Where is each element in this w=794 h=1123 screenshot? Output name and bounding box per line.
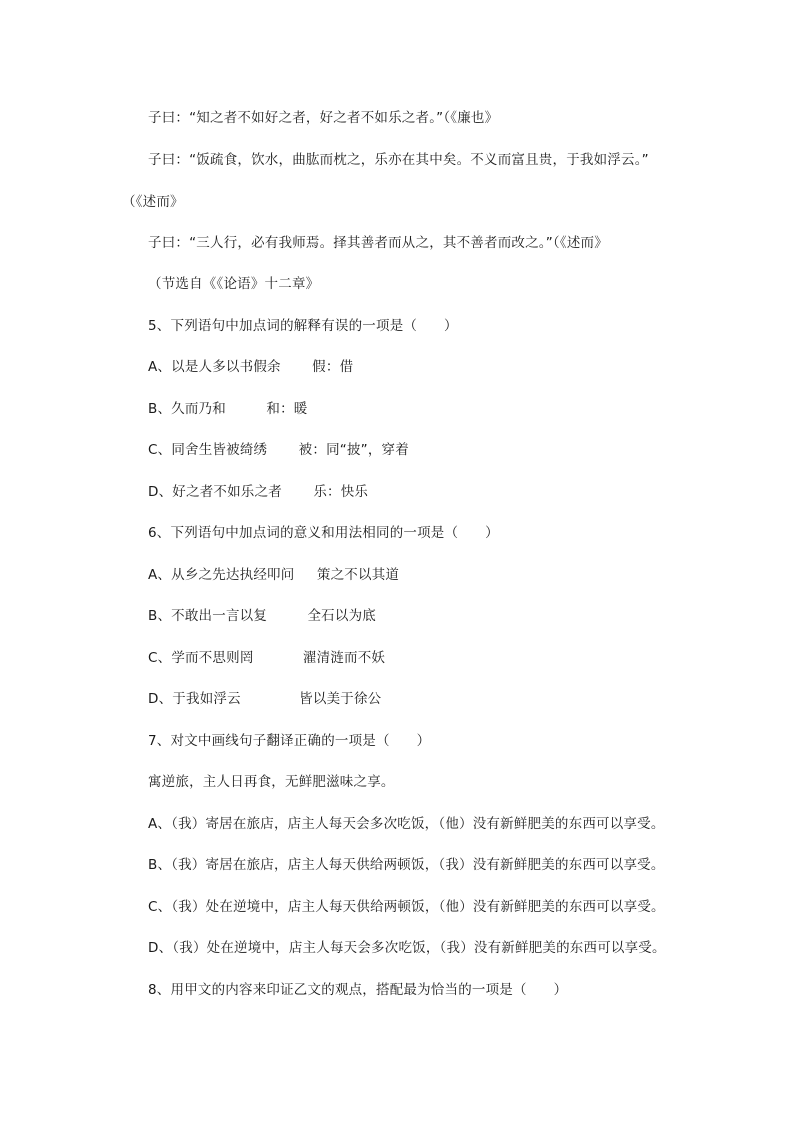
question-8-stem: 8、用甲文的内容来印证乙文的观点，搭配最为恰当的一项是（ ） [148, 982, 568, 998]
question-7-option-d: D、（我）处在逆境中，店主人每天会多次吃饭，（我）没有新鲜肥美的东西可以享受。 [148, 940, 666, 956]
question-5-option-d: D、好之者不如乐之者 乐：快乐 [148, 484, 369, 500]
passage-quote-1: 子曰：“知之者不如好之者，好之者不如乐之者。”（《廉也》 [148, 110, 499, 126]
question-6-option-c: C、学而不思则罔 濯清涟而不妖 [148, 650, 386, 666]
passage-quote-3: 子曰：“三人行，必有我师焉。择其善者而从之，其不善者而改之。”（《述而》 [148, 235, 608, 251]
question-7-option-b: B、（我）寄居在旅店，店主人每天供给两顿饭，（我）没有新鲜肥美的东西可以享受。 [148, 857, 665, 873]
passage-source: （节选自《《论语》十二章》 [148, 276, 320, 292]
question-6-stem: 6、下列语句中加点词的意义和用法相同的一项是（ ） [148, 525, 499, 541]
question-5-option-a: A、以是人多以书假余 假：借 [148, 359, 354, 375]
passage-quote-2-line-1: 子曰：“饭疏食，饮水，曲肱而枕之，乐亦在其中矣。不义而富且贵，于我如浮云。” [148, 152, 649, 168]
question-7-option-a: A、（我）寄居在旅店，店主人每天会多次吃饭，（他）没有新鲜肥美的东西可以享受。 [148, 816, 665, 832]
passage-quote-2-line-2: （《述而》 [122, 194, 184, 210]
question-5-option-b: B、久而乃和 和：暖 [148, 401, 308, 417]
question-7-option-c: C、（我）处在逆境中，店主人每天供给两顿饭，（他）没有新鲜肥美的东西可以享受。 [148, 899, 665, 915]
question-5-option-c: C、同舍生皆被绮绣 被：同“披”，穿着 [148, 442, 409, 458]
question-7-sentence: 寓逆旅，主人日再食，无鲜肥滋味之享。 [148, 774, 395, 790]
question-6-option-a: A、从乡之先达执经叩问 策之不以其道 [148, 567, 400, 583]
question-7-stem: 7、对文中画线句子翻译正确的一项是（ ） [148, 733, 431, 749]
question-6-option-b: B、不敢出一言以复 全石以为底 [148, 608, 376, 624]
question-6-option-d: D、于我如浮云 皆以美于徐公 [148, 691, 382, 707]
question-5-stem: 5、下列语句中加点词的解释有误的一项是（ ） [148, 318, 458, 334]
